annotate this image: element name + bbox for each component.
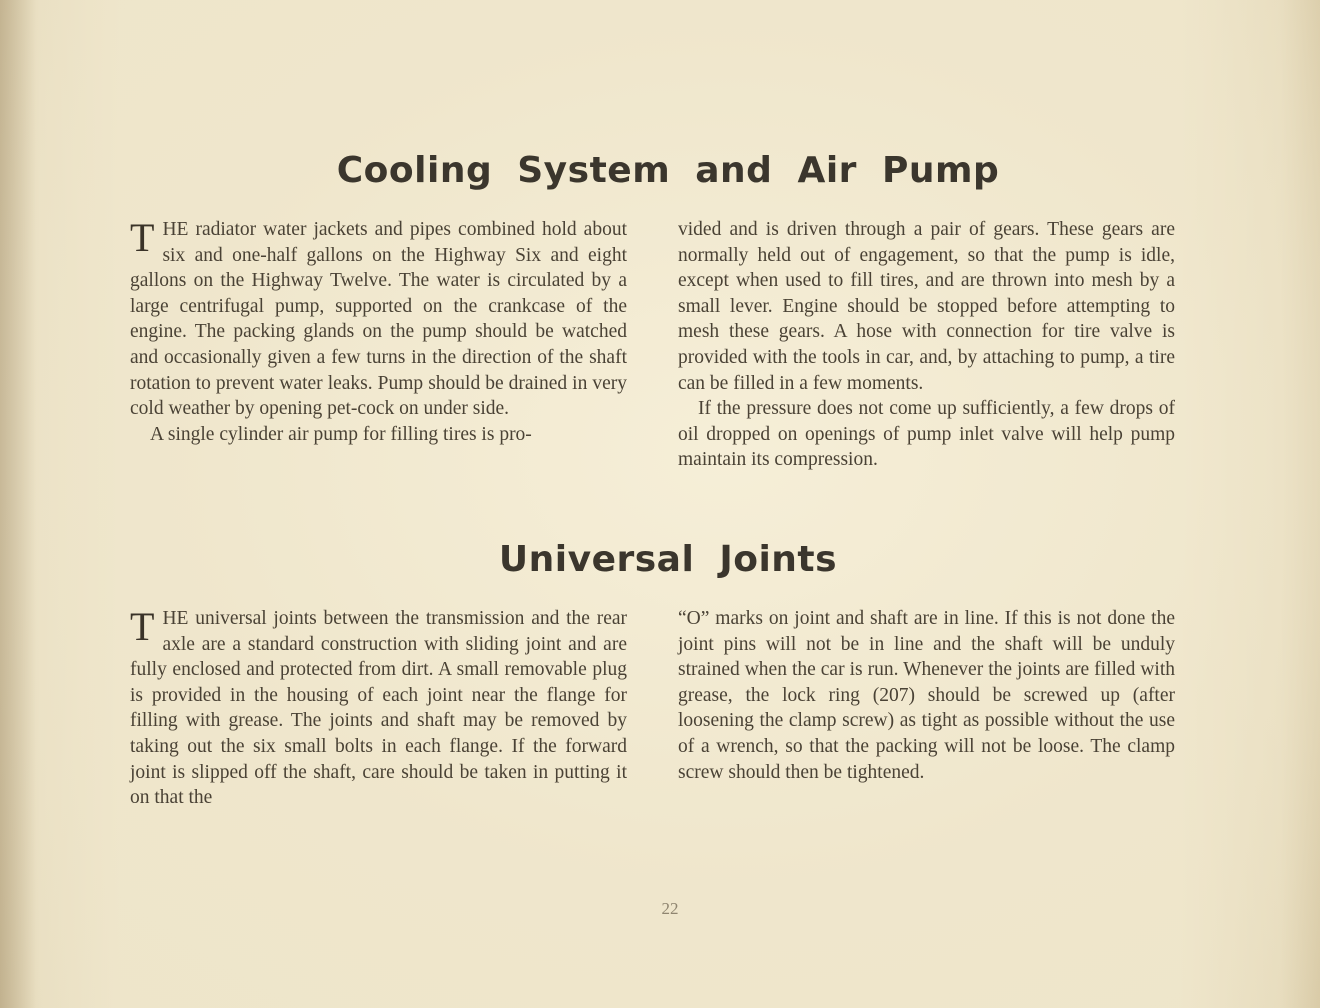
joints-paragraph-1-text: HE universal joints between the transmission and the rear axle are a standard construction with sliding joint and are fully enclosed and protected from dirt. A small removable plug is provided in the housing of each joint near the flange for filling with grease. The joints and shaft may be removed by taking out the six small bolts in each flange. If the forward joint is slipped off the shaft, care should be taken in putting it on that the: [130, 608, 627, 809]
cooling-paragraph-3: If the pressure does not come up sufficiently, a few drops of oil dropped on openings of pump inlet valve will help pump maintain its compression.: [678, 398, 1175, 471]
cooling-paragraph-1-text: HE radiator water jackets and pipes combined hold about six and one-half gallons on the Highway Six and eight gallons on the Highway Twelve. The water is circulated by a large centrifugal pump, supported on the crankcase of the engine. The packing glands on the pump should be watched and occasionally given a few turns in the direction of the shaft rotation to prevent water leaks. Pump should be drained in very cold weather by opening pet-cock on under side.: [130, 219, 627, 420]
cooling-paragraph-2: A single cylinder air pump for filling tires is pro-: [150, 423, 532, 445]
cooling-paragraph-2-continued: vided and is driven through a pair of gears. These gears are normally held out of engagement, so that the pump is idle, except when used to fill tires, and are thrown into mesh by a small lever. Engine should be stopped before attempting to mesh these gears. A hose with connection for tire valve is provided with the tools in car, and, by attaching to pump, a tire can be filled in a few moments.: [678, 219, 1175, 394]
cooling-column-right: [678, 217, 1175, 473]
joints-column-right: [678, 606, 1175, 785]
heading-universal-joints: Universal Joints: [498, 539, 838, 580]
drop-cap: T: [130, 215, 155, 260]
joints-column-left: [130, 606, 627, 811]
joints-paragraph-1: [130, 606, 627, 811]
cooling-paragraph-1: [130, 217, 627, 422]
joints-paragraph-1-continued: “O” marks on joint and shaft are in line. If this is not done the joint pins will not be in line and the shaft will be unduly strained when the car is run. Whenever the joints are filled with grease, the lock ring (207) should be screwed up (after loosening the clamp screw) as tight as possible without the use of a wrench, so that the packing will not be loose. The clamp screw should then be tightened.: [678, 608, 1175, 783]
cooling-column-left: [130, 217, 627, 447]
drop-cap: T: [130, 604, 155, 649]
heading-cooling-system: Cooling System and Air Pump: [336, 150, 1000, 191]
page-number: 22: [661, 899, 679, 918]
